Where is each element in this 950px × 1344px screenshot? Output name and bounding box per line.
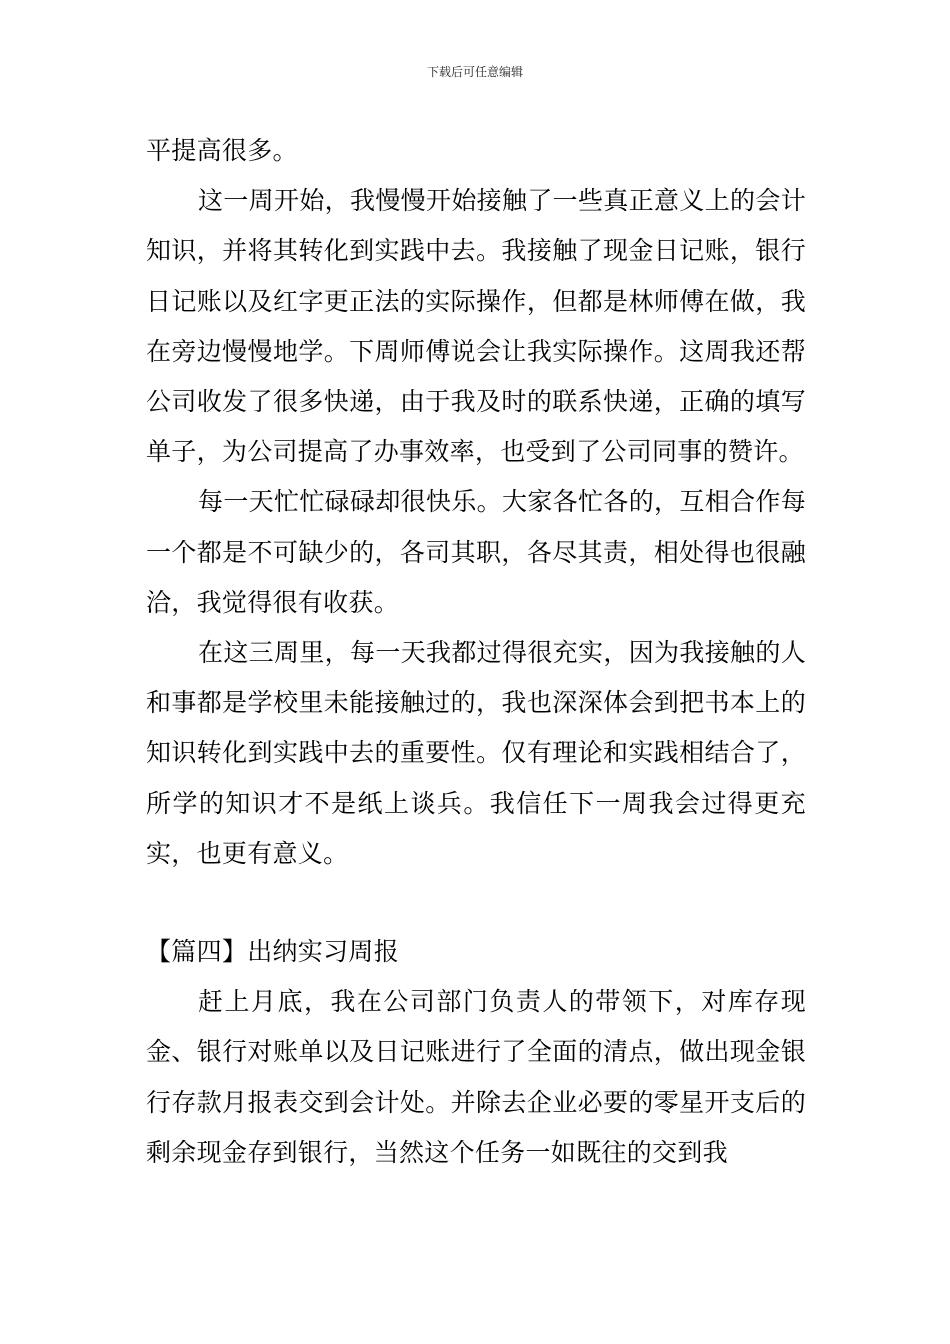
section-heading: 【篇四】出纳实习周报 bbox=[146, 937, 400, 967]
paragraph-three-weeks: 在这三周里，每一天我都过得很充实，因为我接触的人和事都是学校里未能接触过的，我也深深体会到把书本上的知识转化到实践中去的重要性。仅有理论和实践相结合了，所学的知识才不是纸上谈兵。我信任下一周我会过得更充实，也更有意义。 bbox=[146, 638, 806, 868]
paragraph-week-start: 这一周开始，我慢慢开始接触了一些真正意义上的会计知识，并将其转化到实践中去。我接触了现金日记账，银行日记账以及红字更正法的实际操作，但都是林师傅在做，我在旁边慢慢地学。下周师傅说会让我实际操作。这周我还帮公司收发了很多快递，由于我及时的联系快递，正确的填写单子，为公司提高了办事效率，也受到了公司同事的赞许。 bbox=[146, 186, 806, 467]
paragraph-continuation: 平提高很多。 bbox=[146, 136, 298, 165]
page-header-note: 下载后可任意编辑 bbox=[426, 65, 523, 79]
paragraph-month-end: 赶上月底，我在公司部门负责人的带领下，对库存现金、银行对账单以及日记账进行了全面的清点，做出现金银行存款月报表交到会计处。并除去企业必要的零星开支后的剩余现金存到银行，当然这个任务一如既往的交到我 bbox=[146, 987, 806, 1167]
paragraph-busy-days: 每一天忙忙碌碌却很快乐。大家各忙各的，互相合作每一个都是不可缺少的，各司其职，各尽其责，相处得也很融洽，我觉得很有收获。 bbox=[146, 487, 806, 617]
document-body bbox=[146, 126, 806, 1178]
